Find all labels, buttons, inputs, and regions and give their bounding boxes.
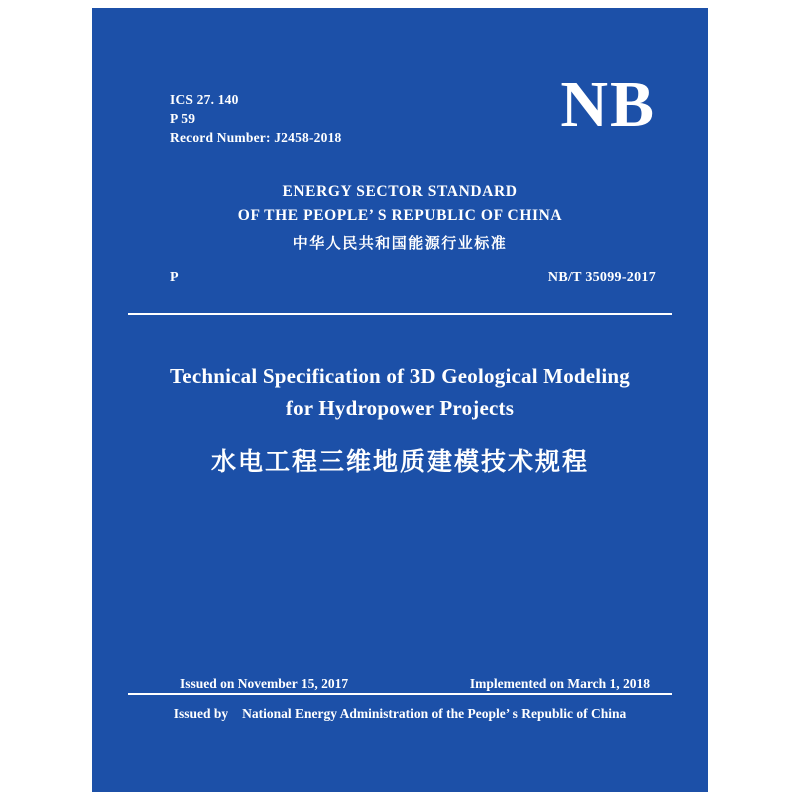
standard-number: NB/T 35099-2017 — [547, 270, 656, 285]
title-block — [92, 360, 708, 478]
divider-bottom — [128, 693, 672, 695]
standard-type-line-2: OF THE PEOPLE’ S REPUBLIC OF CHINA — [237, 207, 563, 224]
standard-code-row — [92, 270, 708, 292]
standard-reference-codes — [170, 90, 341, 147]
ics-code: ICS 27. 140 — [170, 92, 239, 107]
issued-on-date: Issued on November 15, 2017 — [180, 676, 349, 691]
standard-type-chinese: 中华人民共和国能源行业标准 — [292, 234, 508, 252]
classification-letter: P — [170, 270, 179, 285]
issuer-label: Issued by — [173, 706, 229, 721]
cover-header — [92, 68, 708, 180]
issuing-body-identity — [92, 180, 708, 258]
title-english-line-2: for Hydropower Projects — [285, 396, 515, 420]
issuer-name: National Energy Administration of the People’ s Republic of China — [242, 706, 627, 721]
implemented-on-date: Implemented on March 1, 2018 — [469, 676, 650, 691]
title-chinese: 水电工程三维地质建模技术规程 — [210, 447, 589, 476]
standard-cover — [92, 8, 708, 792]
standard-type-line-1: ENERGY SECTOR STANDARD — [282, 183, 518, 200]
divider-top — [128, 313, 672, 315]
nb-logo: NB — [560, 68, 656, 141]
title-english-line-1: Technical Specification of 3D Geological Modeling — [170, 364, 630, 388]
classification-code: P 59 — [170, 111, 196, 126]
record-number: Record Number: J2458-2018 — [170, 130, 342, 145]
issuer-line — [92, 706, 708, 722]
